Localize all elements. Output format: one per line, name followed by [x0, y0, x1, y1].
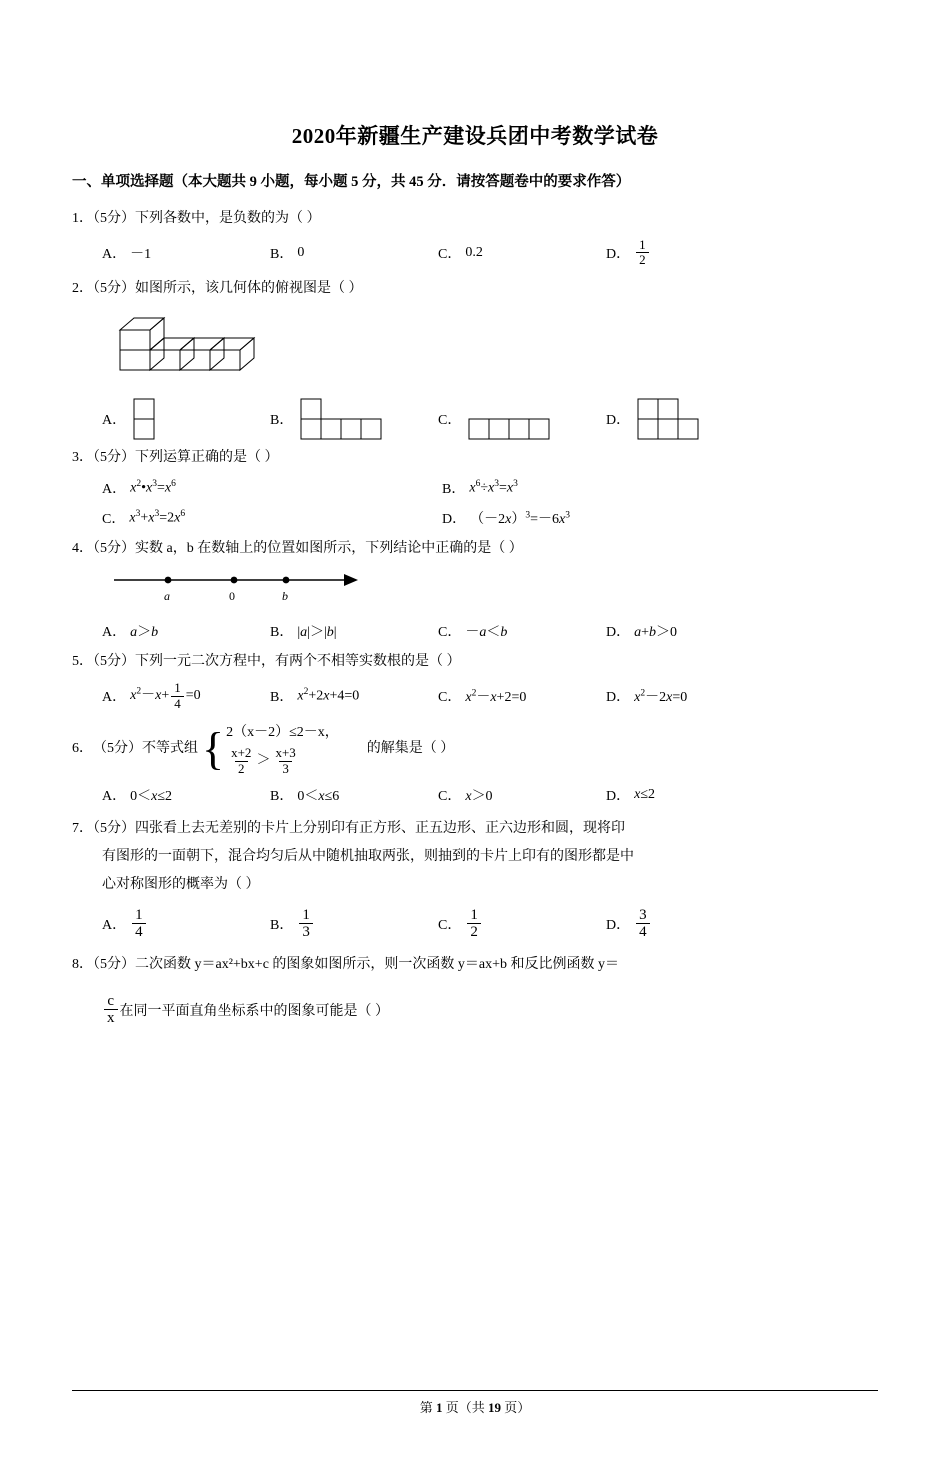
question-5	[72, 651, 878, 673]
number-line-diagram	[106, 566, 878, 613]
option-1-c-text: 0.2	[465, 244, 483, 260]
inequality-system	[202, 721, 339, 777]
option-3-b-text: $x^6\div x^3=x^3$	[469, 478, 518, 496]
question-3-number: 3．	[72, 450, 93, 466]
option-4-b-text: |a|＞|b|	[297, 624, 337, 640]
option-4-d-label: D．	[606, 624, 631, 640]
option-5-c-text: $x^2-x+2=0$	[465, 688, 527, 706]
question-7-score: （5分）	[93, 820, 135, 836]
option-2-c-label: C．	[438, 413, 462, 429]
option-7-c-label: C．	[438, 917, 462, 933]
option-2-a[interactable]	[102, 395, 270, 443]
option-5-d-label: D．	[606, 690, 631, 706]
page-footer	[0, 1390, 950, 1416]
option-7-a-label: A．	[102, 917, 127, 933]
option-1-b-label: B．	[270, 246, 294, 262]
option-5-a-text: $x^2-x+$ $\frac{1}{4}$ =0	[130, 680, 201, 711]
option-6-a-label: A．	[102, 788, 127, 804]
option-7-a-fraction: $\frac{1}{4}$	[132, 907, 146, 941]
option-5-b[interactable]	[270, 681, 438, 711]
option-4-d-text: a+b＞0	[634, 624, 678, 640]
option-2-a-label: A．	[102, 413, 127, 429]
question-6	[72, 721, 878, 777]
question-5-options	[102, 681, 878, 711]
question-3-options-row1	[102, 478, 878, 498]
question-1-number: 1．	[72, 210, 93, 226]
option-5-b-label: B．	[270, 690, 294, 706]
option-1-d-fraction	[636, 238, 649, 268]
option-6-d-label: D．	[606, 788, 631, 804]
question-6-score: （5分）	[93, 740, 142, 756]
fraction-numerator: 1	[639, 237, 646, 253]
question-8	[72, 951, 878, 979]
question-1-stem: 下列各数中，是负数的为（ ）	[135, 210, 321, 226]
footer-divider	[72, 1390, 878, 1391]
fraction-denominator: 2	[636, 252, 649, 267]
option-2-b[interactable]	[270, 395, 438, 443]
option-3-d-text: $(-2x)^3=-6x^3$	[470, 509, 570, 527]
option-7-c-fraction: $\frac{1}{2}$	[467, 907, 481, 941]
question-8-stem-line-2	[102, 993, 878, 1027]
option-1-c-label: C．	[438, 246, 462, 262]
question-1-score: （5分）	[93, 210, 135, 226]
option-1-a-label: A．	[102, 246, 127, 262]
section-heading: 一、单项选择题（本大题共 9 小题，每小题 5 分，共 45 分．请按答题卷中的要求作答）	[72, 174, 631, 190]
solid-figure-diagram	[106, 306, 878, 389]
option-5-c-label: C．	[438, 690, 462, 706]
question-7-options	[102, 907, 878, 941]
question-3-stem: 下列运算正确的是（ ）	[135, 450, 279, 466]
question-6-stem-before: 不等式组	[142, 740, 198, 756]
option-6-a-text: 0＜x≤2	[130, 788, 173, 804]
fraction-denominator: x	[104, 1009, 118, 1027]
option-2-c[interactable]	[438, 409, 606, 443]
option-4-d[interactable]	[606, 621, 774, 641]
question-8-score: （5分）	[93, 956, 135, 972]
option-1-b-text: 0	[297, 244, 305, 260]
option-1-a[interactable]	[102, 238, 270, 268]
top-view-a-icon	[130, 395, 178, 443]
option-5-a-label: A．	[102, 690, 127, 706]
option-3-b[interactable]	[442, 478, 782, 498]
question-7-stem-line-1: 四张看上去无差别的卡片上分别印有正方形、正五边形、正六边形和圆，现将印	[135, 820, 625, 836]
option-3-a-text: $x^2•x^3=x^6$	[130, 478, 176, 496]
option-2-d-label: D．	[606, 413, 631, 429]
question-3-options-row2	[102, 508, 878, 528]
option-7-b-label: B．	[270, 917, 294, 933]
option-7-d-fraction: $\frac{3}{4}$	[636, 907, 650, 941]
question-4-options	[102, 621, 878, 641]
question-7-number: 7．	[72, 820, 93, 836]
question-7	[72, 815, 878, 899]
option-4-a-label: A．	[102, 624, 127, 640]
inequality-row-1: 2（x－2）≤2－x，	[226, 724, 339, 740]
option-3-b-label: B．	[442, 481, 466, 497]
option-2-d[interactable]	[606, 395, 774, 443]
option-3-c-text: $x^3+x^3=2x^6$	[129, 508, 186, 526]
left-brace-icon: {	[202, 723, 225, 775]
svg-text:0: 0	[229, 588, 235, 603]
question-6-options	[102, 785, 878, 805]
option-6-c-text: x＞0	[465, 788, 493, 804]
option-5-c[interactable]	[438, 681, 606, 711]
document-page	[0, 120, 950, 1464]
fraction-numerator: c	[107, 992, 115, 1009]
question-1	[72, 208, 878, 230]
option-3-a[interactable]	[102, 478, 442, 498]
top-view-c-icon	[465, 415, 557, 443]
question-4-number: 4．	[72, 540, 93, 556]
option-3-d[interactable]	[442, 508, 782, 528]
question-2-stem: 如图所示，该几何体的俯视图是（ ）	[135, 280, 363, 296]
option-6-b[interactable]	[270, 785, 438, 805]
svg-text:a: a	[164, 588, 170, 603]
footer-text-before: 第	[419, 1400, 433, 1415]
option-3-d-label: D．	[442, 511, 467, 527]
footer-text-mid: 页（共	[445, 1400, 485, 1415]
option-4-a-text: a＞b	[130, 624, 159, 640]
option-6-c-label: C．	[438, 788, 462, 804]
option-7-a[interactable]	[102, 907, 270, 941]
option-5-b-text: $x^2+2x+4=0$	[297, 687, 360, 704]
option-6-b-text: 0＜x≤6	[297, 788, 340, 804]
option-7-d[interactable]	[606, 907, 774, 941]
option-1-b[interactable]	[270, 238, 438, 268]
question-3	[72, 447, 878, 469]
svg-text:b: b	[282, 588, 288, 603]
question-5-stem: 下列一元二次方程中，有两个不相等实数根的是（ ）	[135, 653, 461, 669]
question-2	[72, 278, 878, 300]
question-4-score: （5分）	[93, 540, 135, 556]
option-4-b[interactable]	[270, 621, 438, 641]
page-title: 2020年新疆生产建设兵团中考数学试卷	[291, 124, 659, 148]
question-2-number: 2．	[72, 280, 93, 296]
option-4-c-text: －a＜b	[465, 624, 508, 640]
top-view-d-icon	[634, 395, 704, 443]
question-1-options	[102, 238, 878, 268]
option-4-a[interactable]	[102, 621, 270, 641]
option-6-b-label: B．	[270, 788, 294, 804]
option-4-b-label: B．	[270, 624, 294, 640]
top-view-b-icon	[297, 395, 389, 443]
option-3-c-label: C．	[102, 511, 126, 527]
option-7-b[interactable]	[270, 907, 438, 941]
option-7-d-label: D．	[606, 917, 631, 933]
question-8-stem-tail: 在同一平面直角坐标系中的图象可能是（ ）	[119, 1003, 389, 1019]
question-6-number: 6．	[72, 740, 93, 756]
option-6-d[interactable]	[606, 785, 774, 805]
question-7-stem-line-3: 心对称图形的概率为（ ）	[102, 876, 260, 892]
question-4	[72, 538, 878, 560]
option-7-c[interactable]	[438, 907, 606, 941]
inverse-proportion-fraction	[104, 993, 118, 1027]
question-2-options	[102, 395, 878, 443]
option-3-c[interactable]	[102, 508, 442, 528]
option-1-d[interactable]	[606, 238, 774, 268]
footer-total-pages: 19	[488, 1400, 501, 1415]
option-5-a[interactable]	[102, 681, 270, 711]
option-1-c[interactable]	[438, 238, 606, 268]
question-4-stem: 实数 a，b 在数轴上的位置如图所示，下列结论中正确的是（ ）	[135, 540, 523, 556]
option-6-a[interactable]	[102, 785, 270, 805]
footer-page-number: 1	[435, 1400, 443, 1415]
inequality-row-2: $\frac{x+2}{2}$ ＞ $\frac{x+3}{3}$	[231, 745, 296, 776]
option-6-c[interactable]	[438, 785, 606, 805]
option-4-c-label: C．	[438, 624, 462, 640]
question-2-score: （5分）	[93, 280, 135, 296]
option-5-d-text: $x^2-2x=0$	[634, 688, 688, 706]
question-5-score: （5分）	[93, 653, 135, 669]
option-2-b-label: B．	[270, 413, 294, 429]
option-1-d-label: D．	[606, 246, 631, 262]
option-5-d[interactable]	[606, 681, 774, 711]
question-3-score: （5分）	[93, 450, 135, 466]
option-3-a-label: A．	[102, 481, 127, 497]
question-5-number: 5．	[72, 653, 93, 669]
question-7-stem-line-2: 有图形的一面朝下，混合均匀后从中随机抽取两张，则抽到的卡片上印有的图形都是中	[102, 848, 634, 864]
question-8-number: 8．	[72, 956, 93, 972]
option-7-b-fraction: $\frac{1}{3}$	[299, 907, 313, 941]
question-6-stem-after: 的解集是（ ）	[366, 740, 455, 756]
option-6-d-text: x≤2	[634, 786, 656, 802]
option-4-c[interactable]	[438, 621, 606, 641]
footer-text-after: 页）	[504, 1400, 531, 1415]
question-8-stem-line-1: 二次函数 y＝ax²+bx+c 的图象如图所示，则一次函数 y＝ax+b 和反比例函数 y＝	[135, 956, 620, 972]
option-1-a-text: －1	[130, 246, 152, 262]
